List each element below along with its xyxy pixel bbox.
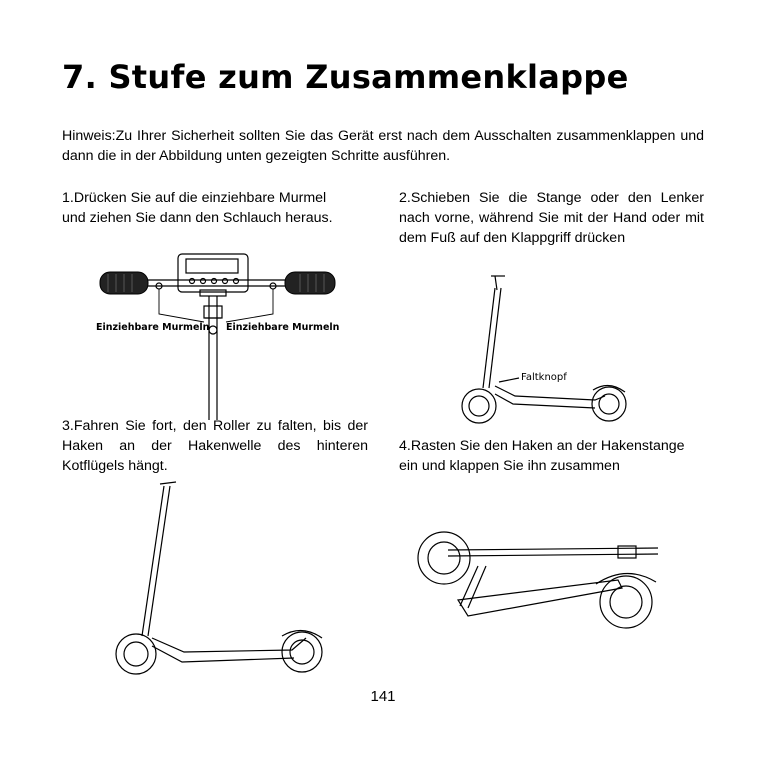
page-number: 141 xyxy=(370,688,396,705)
step-1-text: 1.Drücken Sie auf die einziehbare Murmel und ziehen Sie dann den Schlauch heraus. xyxy=(62,190,333,226)
page-title: 7. Stufe zum Zusammenklappe xyxy=(62,58,629,96)
callout-fold-button: Faltknopf xyxy=(521,372,567,383)
scooter-hook-illustration xyxy=(112,478,334,678)
handlebar-illustration xyxy=(92,248,352,420)
step-3-text: 3.Fahren Sie fort, den Roller zu falten, bis der Haken an der Hakenwelle des hinteren Kotflügels hängt. xyxy=(62,418,368,474)
scooter-unfold-illustration xyxy=(455,268,645,430)
scooter-folded-illustration xyxy=(408,520,688,640)
callout-marble-right: Einziehbare Murmeln xyxy=(226,322,340,333)
safety-note: Hinweis:Zu Ihrer Sicherheit sollten Sie das Gerät erst nach dem Ausschalten zusammenklappen und dann die in der Abbildung unten gezeigten Schritte ausführen. xyxy=(62,128,704,164)
step-4-text: 4.Rasten Sie den Haken an der Hakenstange ein und klappen Sie ihn zusammen xyxy=(399,438,685,474)
callout-marble-left: Einziehbare Murmeln xyxy=(96,322,210,333)
step-2-text: 2.Schieben Sie die Stange oder den Lenker nach vorne, während Sie mit der Hand oder mit dem Fuß auf den Klappgriff drücken xyxy=(399,190,704,246)
